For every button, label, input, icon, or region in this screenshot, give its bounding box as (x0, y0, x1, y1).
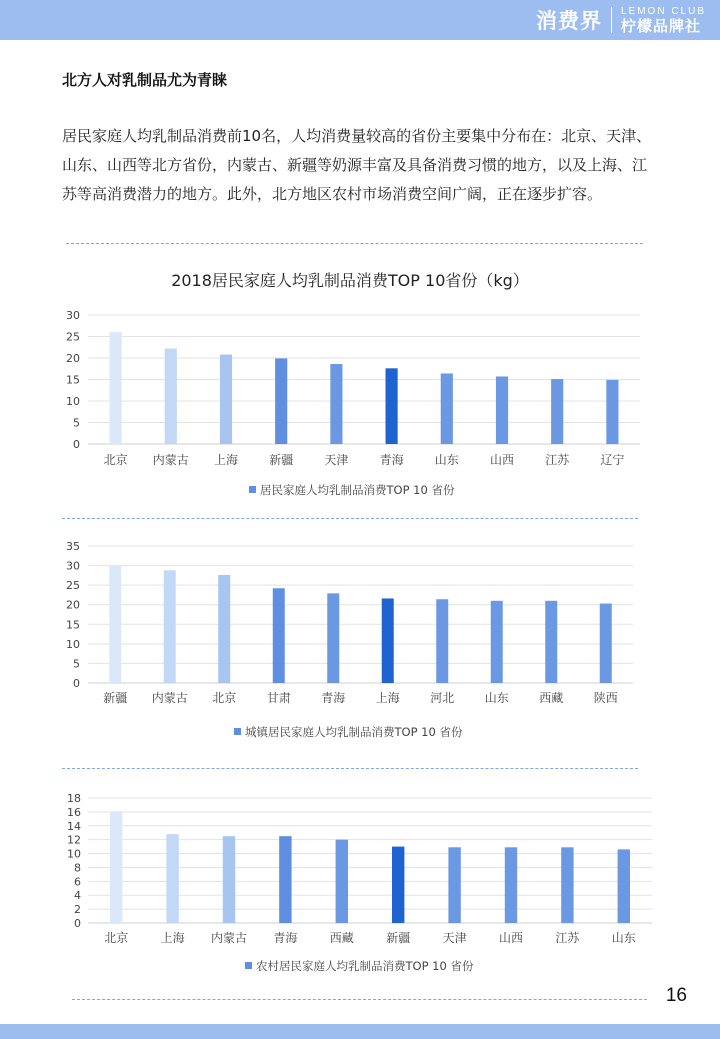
bar (618, 849, 630, 923)
x-tick-label: 天津 (324, 453, 349, 467)
bar (223, 836, 235, 923)
x-tick-label: 甘肃 (266, 691, 291, 705)
x-tick-label: 上海 (213, 453, 239, 467)
bar (330, 364, 342, 444)
bar (436, 599, 448, 683)
bar (279, 836, 291, 923)
bar (448, 847, 460, 923)
x-tick-label: 青海 (273, 931, 298, 945)
top-banner (0, 0, 720, 40)
x-tick-label: 西藏 (329, 931, 354, 945)
x-tick-label: 山东 (434, 453, 459, 467)
brand-name-cn: 消费界 (535, 9, 602, 33)
y-tick-label: 0 (73, 677, 80, 690)
x-tick-label: 北京 (212, 691, 237, 705)
x-tick-label: 内蒙古 (151, 691, 188, 705)
bar (496, 376, 508, 444)
brand-name-en: LEMON CLUB (620, 5, 706, 17)
x-tick-label: 上海 (375, 691, 400, 705)
x-tick-label: 河北 (430, 691, 455, 705)
bar (386, 368, 398, 444)
bar (165, 349, 177, 444)
bar (441, 373, 453, 444)
brand-divider (611, 7, 612, 33)
x-tick-label: 江苏 (555, 931, 580, 945)
section-heading: 北方人对乳制品尤为青睐 (62, 71, 228, 89)
y-tick-label: 30 (66, 559, 80, 573)
y-tick-label: 30 (66, 309, 80, 322)
bar (600, 604, 612, 683)
bar (327, 593, 339, 683)
legend-swatch (234, 728, 241, 735)
bar (110, 332, 122, 444)
bar (164, 570, 176, 683)
bar (505, 847, 517, 923)
bar (606, 380, 618, 444)
y-tick-label: 8 (74, 861, 81, 875)
y-tick-label: 6 (74, 875, 81, 889)
bottom-banner (0, 1024, 720, 1039)
x-tick-label: 陕西 (593, 691, 618, 705)
y-tick-label: 5 (73, 657, 80, 671)
y-tick-label: 4 (74, 889, 81, 903)
y-tick-label: 0 (74, 917, 81, 930)
y-tick-label: 20 (66, 598, 80, 612)
body-paragraph: 居民家庭人均乳制品消费前10名，人均消费量较高的省份主要集中分布在：北京、天津、山东、山西等北方省份，内蒙古、新疆等奶源丰富及具备消费习惯的地方，以及上海、江苏等高消费潜力的地方。此外，北方地区农村市场消费空间广阔，正在逐步扩容。 (62, 127, 652, 203)
legend-swatch (249, 486, 256, 493)
x-tick-label: 青海 (379, 453, 404, 467)
x-tick-label: 青海 (321, 691, 346, 705)
x-tick-label: 内蒙古 (210, 931, 248, 945)
bar (392, 847, 404, 923)
x-tick-label: 山西 (498, 931, 524, 945)
y-tick-label: 35 (66, 540, 80, 553)
x-tick-label: 北京 (103, 453, 128, 467)
bar (220, 355, 232, 444)
x-tick-label: 天津 (442, 931, 467, 945)
y-tick-label: 15 (66, 618, 80, 632)
x-tick-label: 上海 (160, 931, 185, 945)
x-tick-label: 新疆 (386, 931, 411, 945)
x-tick-label: 北京 (104, 931, 129, 945)
y-tick-label: 25 (66, 330, 80, 344)
chart-rural (0, 782, 720, 987)
legend-swatch (245, 962, 252, 969)
y-tick-label: 10 (66, 395, 80, 408)
y-tick-label: 12 (67, 833, 81, 847)
x-tick-label: 山西 (489, 453, 515, 467)
chart-urban (0, 528, 720, 753)
dotted-divider (62, 768, 638, 769)
bar (336, 840, 348, 923)
brand-logo (536, 2, 706, 38)
y-tick-label: 18 (67, 792, 81, 805)
bar (166, 834, 178, 923)
y-tick-label: 16 (67, 805, 81, 819)
dotted-divider (62, 518, 638, 519)
x-tick-label: 新疆 (269, 453, 294, 467)
bar (551, 379, 563, 444)
x-tick-label: 西藏 (539, 691, 564, 705)
y-tick-label: 0 (73, 438, 80, 451)
dotted-divider (66, 243, 643, 244)
bar (561, 847, 573, 923)
bar (273, 588, 285, 683)
bar (545, 601, 557, 683)
x-tick-label: 辽宁 (600, 453, 625, 467)
bar (491, 601, 503, 683)
y-tick-label: 2 (74, 903, 81, 917)
y-tick-label: 10 (66, 637, 80, 651)
y-tick-label: 25 (66, 579, 80, 593)
page-number: 16 (665, 985, 687, 1006)
bar (218, 575, 230, 683)
x-tick-label: 新疆 (103, 691, 128, 705)
legend-label: 农村居民家庭人均乳制品消费TOP 10 省份 (256, 959, 474, 973)
x-tick-label: 山东 (484, 691, 509, 705)
bar (275, 358, 287, 444)
x-tick-label: 内蒙古 (152, 453, 189, 467)
chart-total (0, 255, 720, 510)
legend-label: 居民家庭人均乳制品消费TOP 10 省份 (260, 483, 455, 497)
bar (110, 812, 122, 923)
y-tick-label: 15 (66, 373, 80, 387)
brand-name-cn2: 柠檬品牌社 (620, 16, 701, 35)
y-tick-label: 14 (67, 819, 81, 833)
y-tick-label: 5 (73, 416, 80, 430)
x-tick-label: 江苏 (545, 453, 570, 467)
bar (382, 598, 394, 683)
legend-label: 城镇居民家庭人均乳制品消费TOP 10 省份 (245, 725, 463, 739)
dotted-divider (72, 999, 647, 1000)
chart-title: 2018居民家庭人均乳制品消费TOP 10省份（kg） (171, 271, 529, 290)
y-tick-label: 10 (67, 847, 81, 861)
x-tick-label: 山东 (611, 931, 636, 945)
y-tick-label: 20 (66, 352, 80, 365)
bar (109, 566, 121, 683)
